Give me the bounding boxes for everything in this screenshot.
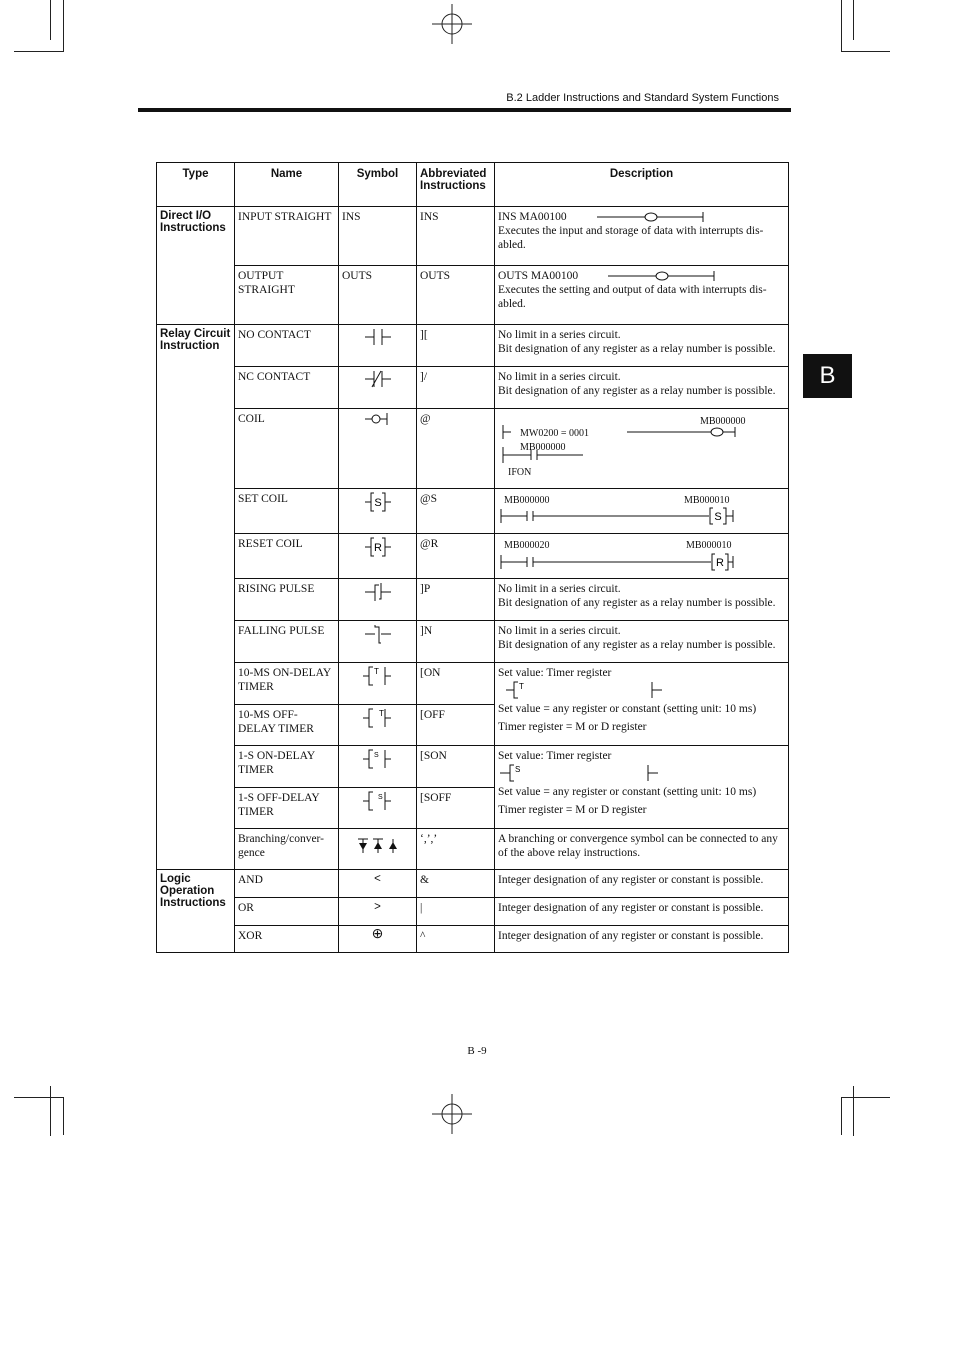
abbr-cell: ]/ (417, 367, 495, 409)
desc-line: Timer register = M or D register (498, 804, 647, 816)
col-symbol: Symbol (339, 163, 417, 207)
col-abbr: Abbreviated Instructions (417, 163, 495, 207)
table-header-row (157, 163, 789, 207)
rising-pulse-icon (365, 581, 391, 603)
set-coil-diagram (499, 506, 743, 526)
col-name: Name (235, 163, 339, 207)
table-row (157, 926, 789, 953)
name-cell: OUTPUT STRAIGHT (235, 266, 339, 325)
instruction-table (156, 162, 789, 953)
desc-line: Set value = any register or constant (setting unit: 10 ms) (498, 786, 757, 798)
name-cell: 10-MS OFF-DELAY TIMER (235, 705, 339, 746)
timer-off-icon (363, 707, 393, 729)
table-row (157, 367, 789, 409)
name-cell: 10-MS ON-DELAY TIMER (235, 663, 339, 705)
symbol-cell: < (339, 870, 417, 898)
register-label: MB000000 (520, 442, 566, 453)
svg-text:R: R (373, 542, 382, 554)
desc-cell (495, 489, 789, 534)
timer-1s-off-icon (363, 790, 393, 812)
desc-cell (495, 621, 789, 663)
desc-cell (495, 266, 789, 325)
type-direct-io: Direct I/O Instructions (157, 207, 235, 325)
abbr-cell: [OFF (417, 705, 495, 746)
symbol-cell (339, 621, 417, 663)
desc-cell (495, 746, 789, 829)
table-row (157, 621, 789, 663)
desc-line: No limit in a series circuit. (498, 371, 621, 383)
coil-diagram (608, 270, 718, 282)
table-row (157, 266, 789, 325)
table-row (157, 325, 789, 367)
abbr-cell: & (417, 870, 495, 898)
type-relay: Relay Circuit Instruction (157, 325, 235, 870)
desc-cell: A branching or convergence symbol can be connected to any of the above relay instructions. (495, 829, 789, 870)
abbr-cell: | (417, 898, 495, 926)
registration-mark-top (432, 4, 472, 44)
svg-text:T: T (519, 682, 524, 691)
desc-text: Executes the input and storage of data with interrupts dis-abled. (498, 225, 764, 251)
registration-mark-bottom (432, 1094, 472, 1134)
symbol-cell: OUTS (339, 266, 417, 325)
desc-cell (495, 663, 789, 746)
name-cell: XOR (235, 926, 339, 953)
register-label: MB000010 (686, 540, 732, 551)
svg-text:T: T (373, 667, 379, 676)
name-cell: AND (235, 870, 339, 898)
col-type: Type (157, 163, 235, 207)
symbol-cell (339, 579, 417, 621)
svg-text:S: S (373, 752, 379, 759)
desc-line: Set value = any register or constant (setting unit: 10 ms) (498, 703, 757, 715)
section-tab: B (803, 354, 852, 398)
timer-diagram (500, 763, 670, 783)
table-row (157, 534, 789, 579)
symbol-cell (339, 746, 417, 788)
type-logic: Logic Operation Instructions (157, 870, 235, 953)
name-cell: INPUT STRAIGHT (235, 207, 339, 266)
desc-text: Executes the setting and output of data with interrupts dis-abled. (498, 284, 767, 310)
abbr-cell: INS (417, 207, 495, 266)
symbol-cell (339, 705, 417, 746)
abbr-cell: ]P (417, 579, 495, 621)
coil-ladder-diagram (501, 423, 741, 467)
desc-cell: Integer designation of any register or constant is possible. (495, 898, 789, 926)
desc-line: No limit in a series circuit. (498, 329, 621, 341)
no-contact-icon (365, 327, 391, 347)
table-row (157, 898, 789, 926)
header-rule (138, 108, 791, 112)
svg-text:S: S (373, 497, 382, 509)
desc-line: Set value: Timer register (498, 750, 612, 762)
col-desc: Description (495, 163, 789, 207)
command-text: OUTS MA00100 (498, 270, 579, 282)
name-cell: 1-S ON-DELAY TIMER (235, 746, 339, 788)
condition-label: MW0200 = 0001 (520, 428, 589, 439)
desc-line: Bit designation of any register as a relay number is possible. (498, 385, 776, 397)
desc-cell: Integer designation of any register or constant is possible. (495, 926, 789, 953)
symbol-cell: INS (339, 207, 417, 266)
desc-cell (495, 534, 789, 579)
set-coil-icon (365, 491, 391, 513)
abbr-cell: [ON (417, 663, 495, 705)
table-row (157, 409, 789, 489)
abbr-cell: OUTS (417, 266, 495, 325)
desc-cell (495, 325, 789, 367)
register-label: MB000020 (504, 540, 550, 551)
desc-line: Bit designation of any register as a relay number is possible. (498, 343, 776, 355)
name-cell: Branching/conver-gence (235, 829, 339, 870)
table-row (157, 829, 789, 870)
svg-text:R: R (716, 557, 724, 569)
abbr-cell: @S (417, 489, 495, 534)
svg-text:S: S (515, 765, 521, 774)
symbol-cell: > (339, 898, 417, 926)
abbr-cell: @ (417, 409, 495, 489)
abbr-cell: [SON (417, 746, 495, 788)
svg-text:S: S (714, 511, 722, 523)
name-cell: FALLING PULSE (235, 621, 339, 663)
ifon-label: IFON (508, 467, 532, 478)
symbol-cell (339, 788, 417, 829)
desc-line: Timer register = M or D register (498, 721, 647, 733)
table-row (157, 207, 789, 266)
table-row (157, 870, 789, 898)
symbol-cell (339, 367, 417, 409)
desc-cell: Integer designation of any register or constant is possible. (495, 870, 789, 898)
register-label: MB000000 (504, 495, 550, 506)
reset-coil-icon (365, 536, 391, 558)
table-row (157, 579, 789, 621)
svg-text:S: S (377, 794, 383, 801)
running-header: B.2 Ladder Instructions and Standard System Functions (506, 92, 779, 104)
desc-cell (495, 207, 789, 266)
desc-line: Bit designation of any register as a relay number is possible. (498, 597, 776, 609)
name-cell: COIL (235, 409, 339, 489)
page-number: B -9 (467, 1045, 487, 1057)
branch-icon (356, 837, 400, 855)
table-row (157, 746, 789, 788)
desc-line: No limit in a series circuit. (498, 583, 621, 595)
desc-line: No limit in a series circuit. (498, 625, 621, 637)
reset-coil-diagram (499, 552, 743, 572)
name-cell: 1-S OFF-DELAY TIMER (235, 788, 339, 829)
symbol-cell (339, 663, 417, 705)
desc-line: Bit designation of any register as a relay number is possible. (498, 639, 776, 651)
symbol-cell (339, 409, 417, 489)
timer-diagram (506, 680, 676, 700)
table-row (157, 663, 789, 705)
name-cell: OR (235, 898, 339, 926)
abbr-cell: ][ (417, 325, 495, 367)
symbol-cell (339, 325, 417, 367)
command-text: INS MA00100 (498, 211, 567, 223)
coil-icon (365, 411, 391, 427)
abbr-cell: ]N (417, 621, 495, 663)
symbol-cell (339, 829, 417, 870)
coil-diagram (597, 211, 707, 223)
timer-on-icon (363, 665, 393, 687)
name-cell: SET COIL (235, 489, 339, 534)
abbr-cell: @R (417, 534, 495, 579)
register-label: MB000000 (700, 416, 746, 427)
symbol-cell (339, 489, 417, 534)
symbol-cell (339, 534, 417, 579)
desc-cell (495, 409, 789, 489)
falling-pulse-icon (365, 623, 391, 645)
name-cell: NO CONTACT (235, 325, 339, 367)
name-cell: RISING PULSE (235, 579, 339, 621)
desc-line: Set value: Timer register (498, 667, 612, 679)
abbr-cell: [SOFF (417, 788, 495, 829)
timer-1s-on-icon (363, 748, 393, 770)
desc-cell (495, 579, 789, 621)
abbr-cell: ‘,’,’ (417, 829, 495, 870)
name-cell: RESET COIL (235, 534, 339, 579)
svg-text:T: T (378, 709, 384, 718)
abbr-cell: ^ (417, 926, 495, 953)
table-row (157, 489, 789, 534)
nc-contact-icon (365, 369, 391, 389)
name-cell: NC CONTACT (235, 367, 339, 409)
desc-cell (495, 367, 789, 409)
register-label: MB000010 (684, 495, 730, 506)
symbol-cell: ⊕ (339, 926, 417, 953)
